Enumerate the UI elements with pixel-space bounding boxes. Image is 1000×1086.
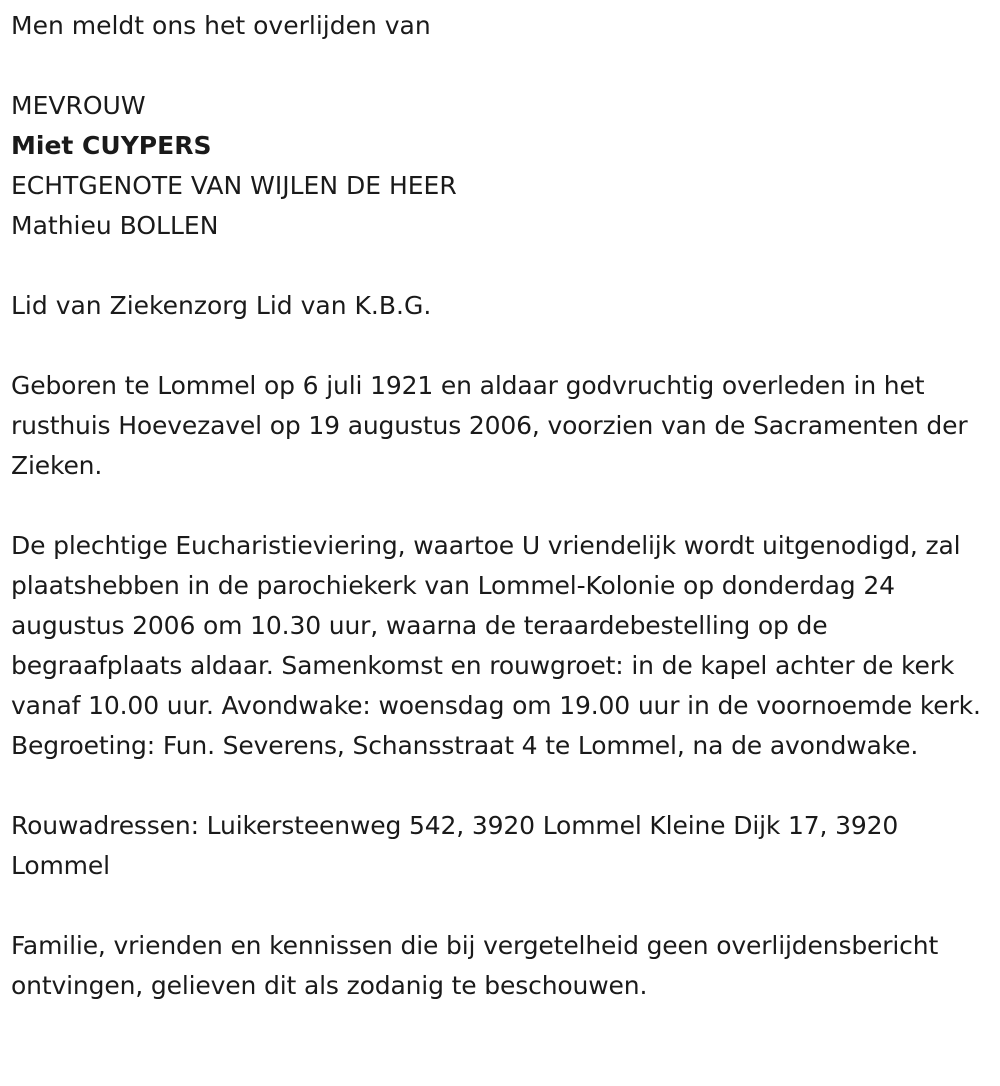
memberships-line: Lid van Ziekenzorg Lid van K.B.G. — [11, 291, 432, 320]
deceased-name: Miet CUYPERS — [11, 131, 212, 160]
closing-paragraph: Familie, vrienden en kennissen die bij vergetelheid geen overlijdensbericht ontvingen, gelieven dit als zodanig te beschouwen. — [11, 931, 939, 1000]
ceremony-paragraph: De plechtige Eucharistieviering, waartoe U vriendelijk wordt uitgenodigd, zal plaatshebben in de parochiekerk van Lommel-Kolonie op donderdag 24 augustus 2006 om 10.30 uur, waarna de teraardebestelling op de begraafplaats aldaar. Samenkomst en rouwgroet: in de kapel achter de kerk vanaf 10.00 uur. Avondwake: woensdag om 19.00 uur in de voornoemde kerk. Begroeting: Fun. Severens, Schansstraat 4 te Lommel, na de avondwake. — [11, 531, 981, 760]
birth-death-paragraph: Geboren te Lommel op 6 juli 1921 en aldaar godvruchtig overleden in het rusthuis Hoevezavel op 19 augustus 2006, voorzien van de Sacramenten der Zieken. — [11, 371, 968, 480]
spouse-name: Mathieu BOLLEN — [11, 211, 219, 240]
intro-line: Men meldt ons het overlijden van — [11, 11, 431, 40]
mourning-addresses: Rouwadressen: Luikersteenweg 542, 3920 Lommel Kleine Dijk 17, 3920 Lommel — [11, 811, 899, 880]
relation-line: ECHTGENOTE VAN WIJLEN DE HEER — [11, 171, 457, 200]
honorific-title: MEVROUW — [11, 91, 146, 120]
